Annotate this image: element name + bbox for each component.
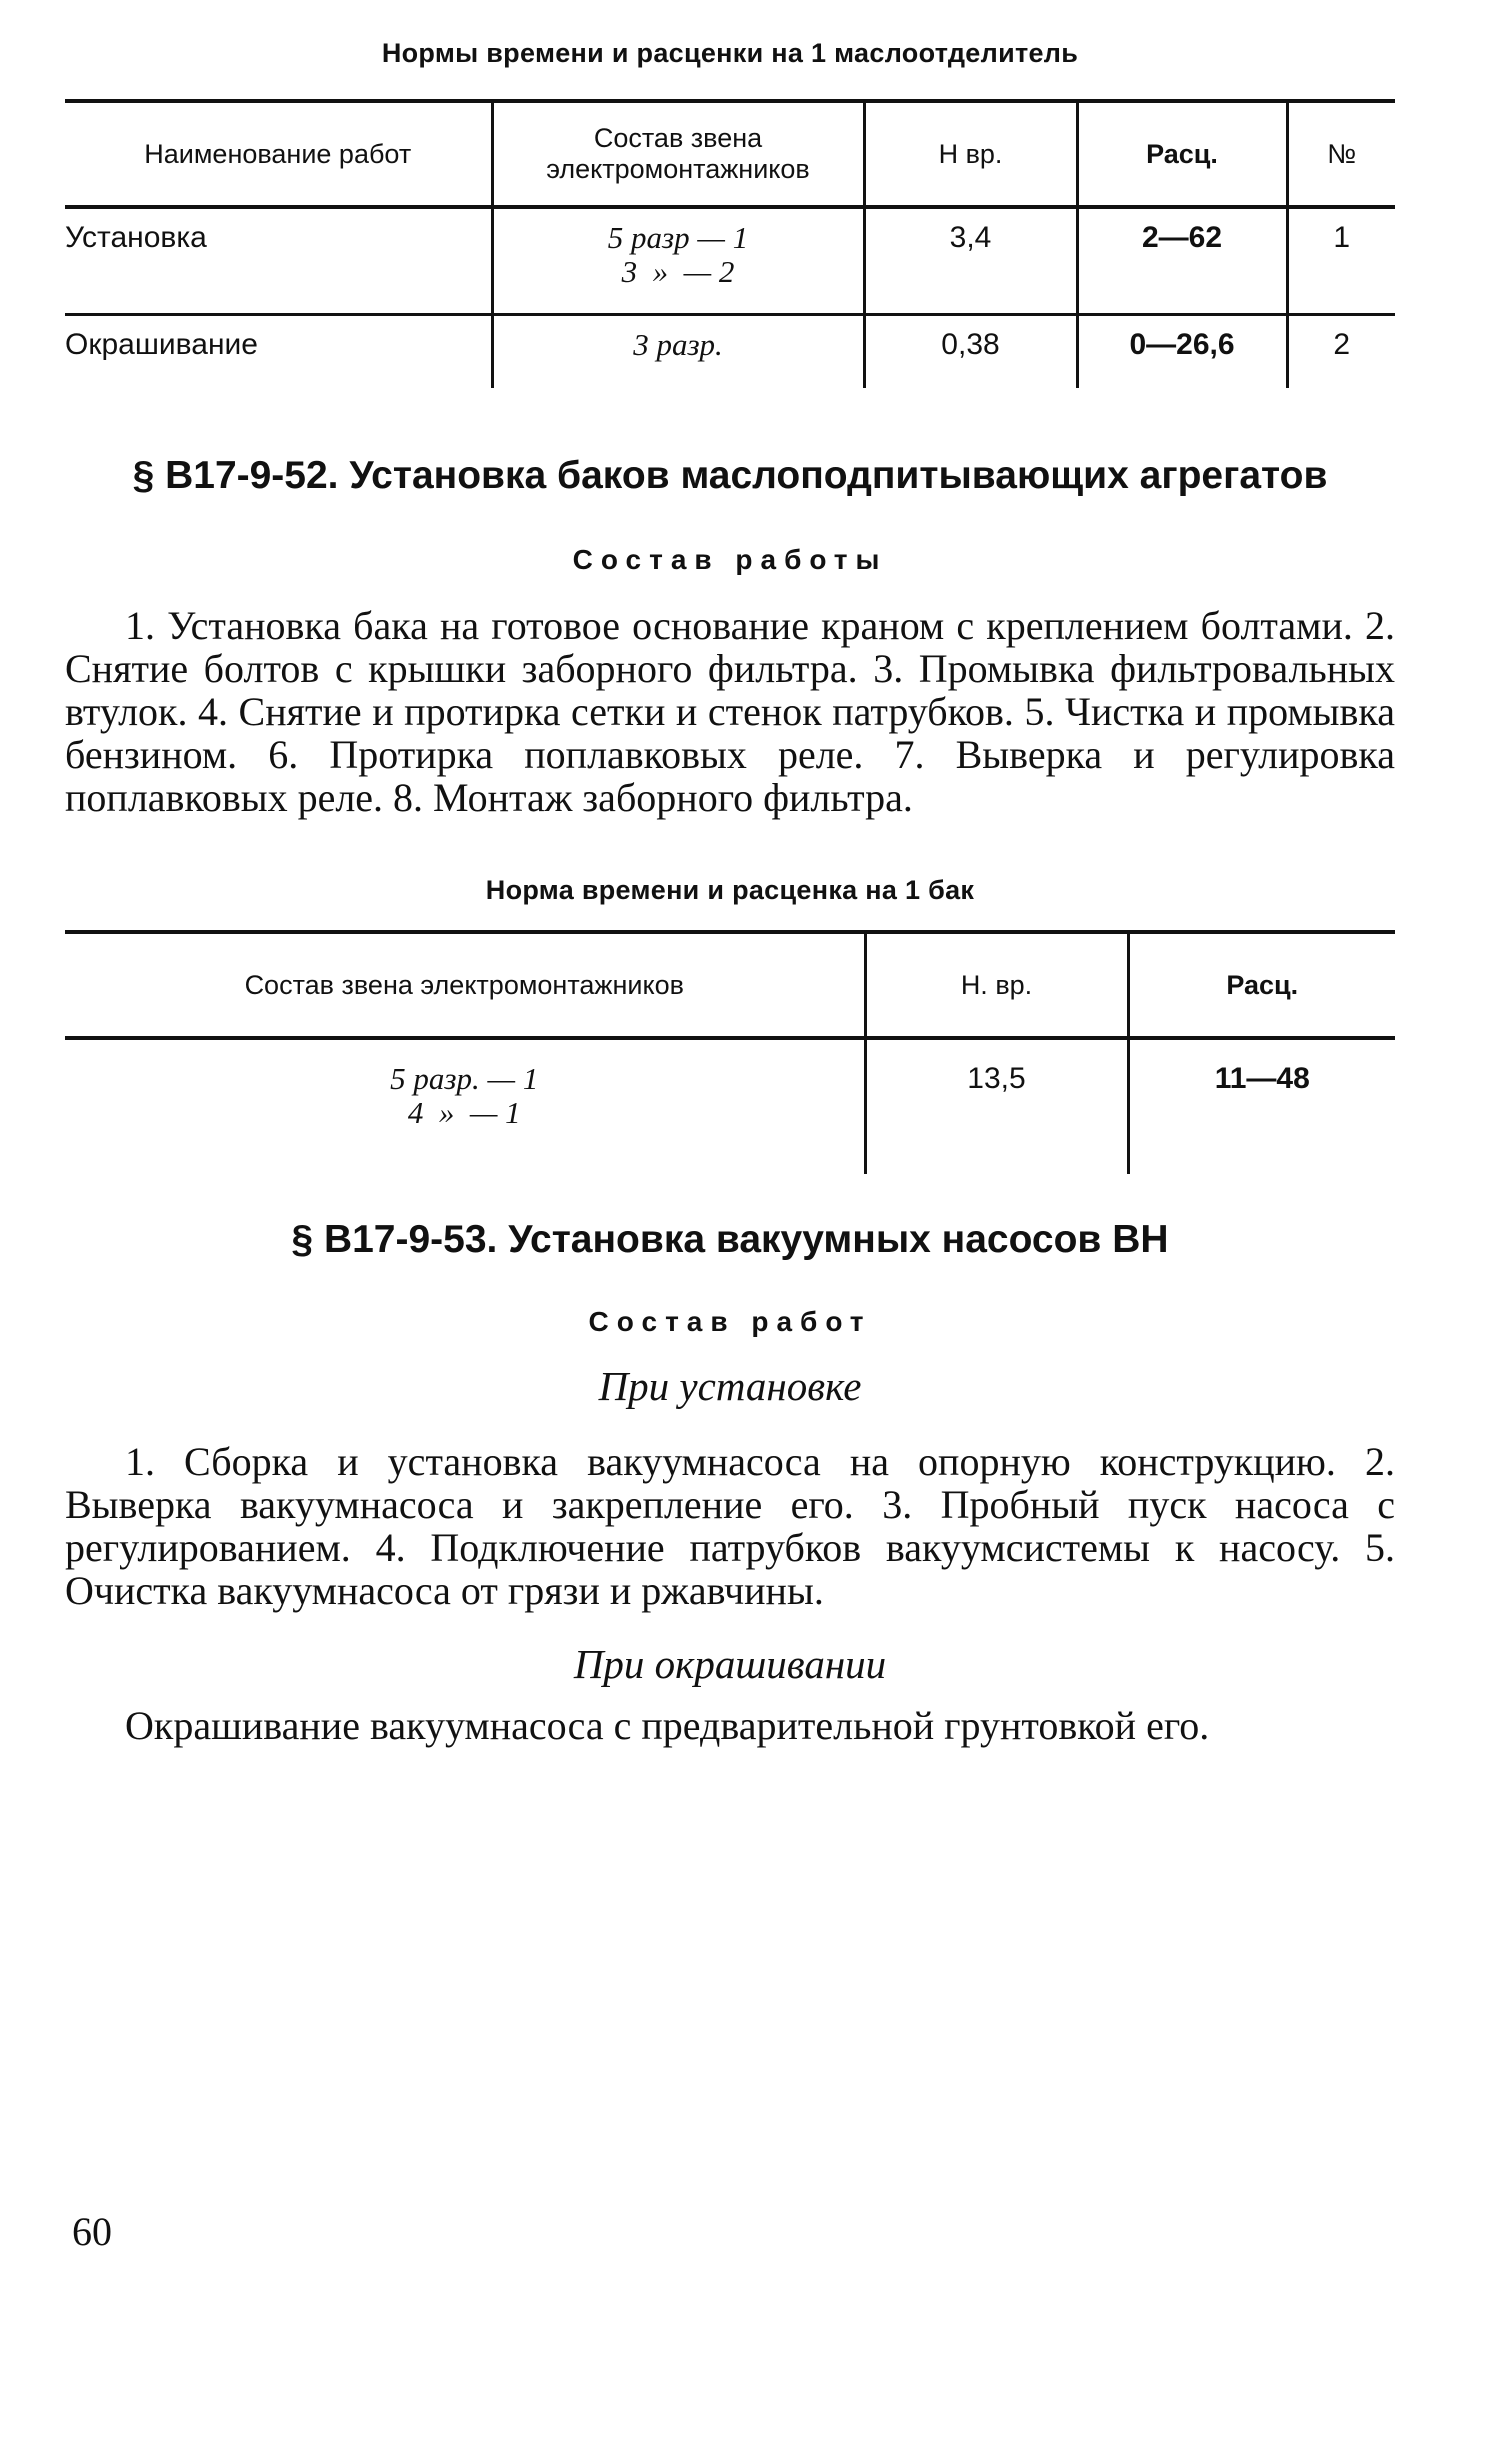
header-rate: Расц. <box>1077 101 1287 207</box>
header-work-name: Наименование работ <box>65 101 492 207</box>
table-header-row <box>65 932 1395 1038</box>
crew-line: 5 разр — 1 <box>607 220 749 255</box>
crew-line: 5 разр. — 1 <box>390 1061 539 1096</box>
cell-norm: 13,5 <box>865 1038 1128 1174</box>
subheading-installation: При установке <box>598 1363 862 1409</box>
cell-rate: 0—26,6 <box>1077 315 1287 389</box>
table1-caption: Нормы времени и расценки на 1 маслоотделитель <box>381 38 1079 68</box>
header-norm: Н. вр. <box>865 932 1128 1038</box>
table-header-row <box>65 101 1395 207</box>
header-crew: Состав звена электромонтажников <box>492 101 864 207</box>
cell-rate: 2—62 <box>1077 207 1287 315</box>
cell-number: 1 <box>1287 207 1395 315</box>
installation-text: 1. Сборка и установка вакуумнасоса на опорную конструкцию. 2. Выверка вакуумнасоса и закрепление его. 3. Пробный пуск насоса с регулированием. 4. Подключение патрубков вакуумсистемы к насосу. 5. Очистка вакуумнасоса от грязи и ржавчины. <box>65 1439 1395 1613</box>
header-rate: Расц. <box>1128 932 1395 1038</box>
crew-line: 4 » — 1 <box>407 1095 521 1130</box>
section-53-title: § В17-9-53. Установка вакуумных насосов ВН <box>291 1218 1169 1261</box>
painting-text: Окрашивание вакуумнасоса с предварительной грунтовкой его. <box>125 1703 1210 1748</box>
subheading-painting: При окрашивании <box>573 1641 887 1687</box>
table-row <box>65 315 1395 389</box>
table2-caption: Норма времени и расценка на 1 бак <box>485 875 975 905</box>
cell-number: 2 <box>1287 315 1395 389</box>
cell-norm: 3,4 <box>864 207 1077 315</box>
section-52-text: 1. Установка бака на готовое основание краном с креплением болтами. 2. Снятие болтов с крышки заборного фильтра. 3. Промывка фильтровальных втулок. 4. Снятие и протирка сетки и стенок патрубков. 5. Чистка и промывка бензином. 6. Протирка поплавковых реле. 7. Выверка и регулировка поплавковых реле. 8. Монтаж заборного фильтра. <box>65 603 1395 820</box>
cell-crew <box>65 1038 865 1174</box>
crew-line: 3 » — 2 <box>621 254 735 289</box>
cell-crew <box>492 207 864 315</box>
cell-work-name: Окрашивание <box>65 328 258 361</box>
page-content <box>65 38 1395 1747</box>
page-number: 60 <box>72 2209 112 2254</box>
table-row <box>65 1038 1395 1174</box>
section-52-subtitle: Состав работы <box>572 544 888 575</box>
header-crew: Состав звена электромонтажников <box>65 932 865 1038</box>
section-52-title: § В17-9-52. Установка баков маслоподпитывающих агрегатов <box>132 454 1328 497</box>
cell-crew: 3 разр. <box>492 315 864 389</box>
norms-table-tank <box>65 930 1395 1174</box>
cell-work-name: Установка <box>65 207 492 315</box>
table-row <box>65 207 1395 315</box>
cell-norm: 0,38 <box>864 315 1077 389</box>
header-norm: Н вр. <box>864 101 1077 207</box>
cell-rate: 11—48 <box>1128 1038 1395 1174</box>
section-53-subtitle: Состав работ <box>588 1306 872 1337</box>
norms-table-separator <box>65 99 1395 388</box>
header-number: № <box>1287 101 1395 207</box>
